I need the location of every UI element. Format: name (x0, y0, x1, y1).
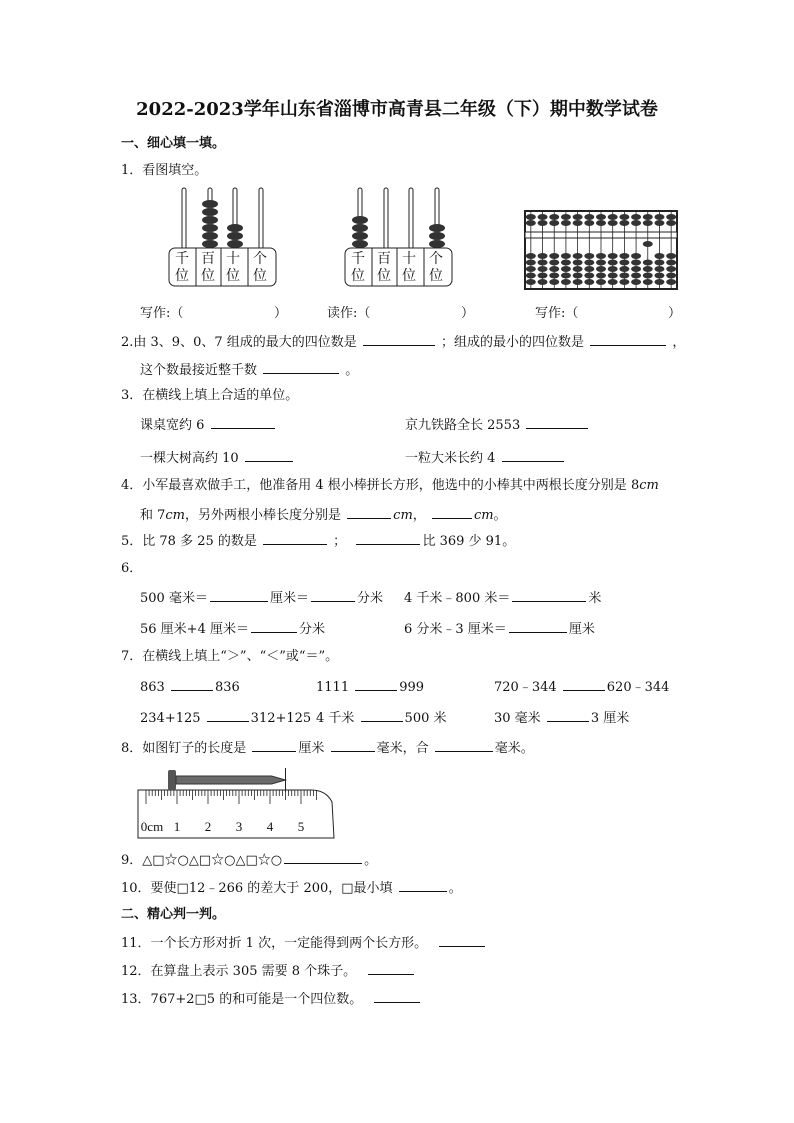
judge-blank[interactable] (374, 990, 420, 1003)
question-11 (121, 934, 487, 952)
answer-blank[interactable] (263, 532, 327, 545)
abacus-bead (631, 273, 641, 279)
unit-cm: cm (639, 478, 659, 493)
abacus-bead (549, 214, 559, 220)
abacus-bead (643, 220, 653, 226)
answer-blank[interactable] (509, 620, 567, 633)
question-3-item-1: 课桌宽约 6 (140, 418, 205, 433)
abacus-bead (654, 253, 664, 259)
compare-blank[interactable] (355, 678, 397, 691)
abacus-bead (608, 260, 618, 266)
answer-blank[interactable] (284, 851, 362, 864)
abacus-bead (584, 273, 594, 279)
compare-left: 234+125 (140, 711, 201, 726)
question-6-stem: 6． (121, 561, 143, 576)
abacus-bead (619, 220, 629, 226)
question-8 (121, 739, 534, 757)
abacus-bead (619, 214, 629, 220)
abacus-bead (608, 273, 618, 279)
abacus-bead (538, 214, 548, 220)
question-12-text: 12．在算盘上表示 305 需要 8 个珠子。 (121, 964, 357, 979)
abacus-bead (608, 279, 618, 285)
abacus-bead (631, 260, 641, 266)
question-5-text-a: 5．比 78 多 25 的数是 (121, 534, 257, 549)
abacus-bead (526, 214, 536, 220)
abacus-bead (526, 253, 536, 259)
ruler-label: 5 (297, 819, 305, 834)
abacus-bead (584, 214, 594, 220)
question-10 (121, 879, 462, 897)
abacus-bead (631, 214, 641, 220)
answer-blank[interactable] (210, 589, 268, 602)
question-8-text-a: 8．如图钉子的长度是 (121, 741, 247, 756)
abacus-bead (596, 260, 606, 266)
question-9-pattern: 9．△□☆○△□☆○△□☆○ (121, 853, 283, 868)
question-3-item-2: 京九铁路全长 2553 (405, 418, 521, 433)
abacus-bead (526, 279, 536, 285)
abacus-bead (573, 214, 583, 220)
answer-blank[interactable] (252, 739, 296, 752)
abacus-bead (596, 214, 606, 220)
conversion-text: 分米 (356, 591, 383, 606)
abacus-bead (643, 241, 653, 247)
question-4-line-2 (140, 506, 507, 524)
question-3-stem: 3．在横线上填上合适的单位。 (121, 388, 299, 403)
question-2-text-a: 2.由 3、9、0、7 组成的最大的四位数是 (121, 335, 357, 350)
abacus-bead (573, 253, 583, 259)
answer-blank[interactable] (211, 416, 275, 429)
abacus-bead (538, 220, 548, 226)
conversion-text: 4 千米﹣800 米＝ (404, 591, 511, 606)
close-paren: ） (461, 306, 475, 321)
abacus-bead (608, 214, 618, 220)
abacus-bead (596, 266, 606, 272)
abacus-bead (526, 260, 536, 266)
conversion-text: 500 毫米＝ (140, 591, 208, 606)
compare-blank[interactable] (547, 709, 589, 722)
answer-blank[interactable] (512, 589, 586, 602)
compare-right: 999 (399, 680, 425, 695)
ruler-label: 2 (204, 819, 212, 834)
abacus-bead (549, 220, 559, 226)
question-7-stem: 7．在横线上填上“＞”、“＜”或“＝”。 (121, 649, 339, 664)
compare-blank[interactable] (563, 678, 605, 691)
question-2-text-d: 这个数最接近整千数 (140, 363, 258, 378)
suanpan-abacus (524, 210, 678, 290)
close-paren: ） (668, 306, 682, 321)
conversion-text: 厘米 (568, 622, 595, 637)
abacus-bead (631, 220, 641, 226)
write-label-2: 写作:（ (535, 306, 579, 321)
compare-right: 836 (214, 680, 240, 695)
question-10-end: 。 (448, 881, 462, 896)
answer-blank[interactable] (263, 361, 339, 374)
question-2-line-1 (121, 333, 685, 351)
abacus-bead (666, 273, 676, 279)
question-8-text-c: 毫米，合 (376, 741, 429, 756)
abacus-bead (596, 220, 606, 226)
ruler-label: 1 (173, 819, 181, 834)
judge-blank[interactable] (439, 934, 485, 947)
abacus-bead (584, 266, 594, 272)
abacus-bead (619, 279, 629, 285)
abacus-bead (654, 220, 664, 226)
abacus-bead (619, 253, 629, 259)
abacus-bead (526, 273, 536, 279)
abacus-bead (538, 260, 548, 266)
abacus-bead (561, 273, 571, 279)
question-12 (121, 962, 416, 980)
abacus-bead (538, 279, 548, 285)
ruler-label: 0cm (140, 819, 164, 834)
abacus-bead (526, 266, 536, 272)
conversion-text: 56 厘米+4 厘米＝ (140, 622, 249, 637)
abacus-bead (654, 266, 664, 272)
abacus-bead (561, 260, 571, 266)
abacus-bead (561, 220, 571, 226)
question-5-text-c: 比 369 少 91。 (422, 534, 516, 549)
close-paren: ） (274, 306, 288, 321)
abacus-bead (526, 220, 536, 226)
question-8-text-d: 毫米。 (494, 741, 534, 756)
question-2-text-b: ；组成的最小的四位数是 (441, 335, 585, 350)
question-4-text-c: ，另外两根小棒长度分别是 (185, 508, 342, 523)
compare-left: 4 千米 (316, 711, 355, 726)
compare-left: 30 毫米 (494, 711, 541, 726)
place-label-wei: 位 (226, 268, 240, 284)
abacus-bead (631, 266, 641, 272)
place-label-wei: 位 (402, 268, 416, 284)
answer-blank[interactable] (399, 879, 447, 892)
abacus-bead (666, 260, 676, 266)
place-label-tens: 十 (226, 251, 240, 267)
abacus-bead (584, 260, 594, 266)
unit-cm: cm (473, 508, 494, 523)
abacus-bead (538, 273, 548, 279)
question-2-text-c: ， (672, 335, 686, 350)
abacus-bead (654, 214, 664, 220)
abacus-bead (654, 279, 664, 285)
abacus-bead (584, 220, 594, 226)
section-heading-1: 一、细心填一填。 (121, 136, 226, 151)
place-label-wei: 位 (201, 268, 215, 284)
compare-blank[interactable] (171, 678, 213, 691)
place-label-wei: 位 (175, 268, 189, 284)
answer-blank[interactable] (347, 506, 391, 519)
question-8-text-b: 厘米 (298, 741, 325, 756)
place-label-tens: 十 (402, 251, 416, 267)
abacus-bead (643, 273, 653, 279)
conversion-text: 分米 (298, 622, 325, 637)
unit-cm: cm (393, 508, 413, 523)
question-3-item-4: 一粒大米长约 4 (405, 451, 496, 466)
conversion-text: 米 (588, 591, 602, 606)
question-4-text-b: 和 7 (140, 508, 166, 523)
abacus-bead (596, 253, 606, 259)
place-label-wei: 位 (253, 268, 267, 284)
answer-blank[interactable] (502, 449, 564, 462)
abacus-bead (666, 220, 676, 226)
answer-blank[interactable] (432, 506, 472, 519)
question-13-text: 13．767+2□5 的和可能是一个四位数。 (121, 992, 363, 1007)
abacus-bead (584, 253, 594, 259)
abacus-bead (666, 253, 676, 259)
question-5-text-b: ； (333, 534, 347, 549)
compare-blank[interactable] (361, 709, 403, 722)
place-label-ones: 个 (429, 251, 443, 267)
read-label: 读作:（ (327, 306, 371, 321)
abacus-bead (549, 279, 559, 285)
abacus-bead (643, 279, 653, 285)
abacus-bead (643, 260, 653, 266)
abacus-bead (549, 273, 559, 279)
compare-right: 3 厘米 (590, 711, 630, 726)
place-label-wei: 位 (429, 268, 443, 284)
answer-blank[interactable] (363, 333, 435, 346)
conversion-text: 6 分米﹣3 厘米＝ (404, 622, 507, 637)
ruler-figure (136, 764, 338, 842)
answer-blank[interactable] (331, 739, 375, 752)
abacus-bead (573, 273, 583, 279)
abacus-bead (549, 260, 559, 266)
compare-blank[interactable] (207, 709, 249, 722)
question-4-text-e: 。 (493, 508, 507, 523)
abacus-bead (631, 279, 641, 285)
page-title: 2022-2023学年山东省淄博市高青县二年级（下）期中数学试卷 (136, 99, 658, 120)
answer-blank[interactable] (435, 739, 493, 752)
compare-right: 312+125 (250, 711, 312, 726)
abacus-bead (666, 214, 676, 220)
question-11-text: 11．一个长方形对折 1 次，一定能得到两个长方形。 (121, 936, 428, 951)
answer-blank[interactable] (356, 532, 420, 545)
place-label-hundreds: 百 (377, 251, 391, 267)
ruler-label: 4 (266, 819, 274, 834)
compare-left: 863 (140, 680, 165, 695)
question-5 (121, 532, 515, 550)
question-2-text-e: 。 (345, 363, 359, 378)
abacus-bead (549, 253, 559, 259)
compare-left: 720﹣344 (494, 680, 557, 695)
question-1-stem: 1．看图填空。 (121, 163, 208, 178)
place-label-thousands: 千 (351, 251, 365, 267)
abacus-bead (538, 266, 548, 272)
unit-cm: cm (165, 508, 186, 523)
judge-blank[interactable] (368, 962, 414, 975)
answer-blank[interactable] (245, 449, 293, 462)
abacus-bead (654, 273, 664, 279)
question-4-line-1 (121, 478, 659, 494)
abacus-bead (654, 260, 664, 266)
abacus-bead (561, 253, 571, 259)
compare-left: 1111 (316, 680, 350, 695)
question-10-text: 10．要使□12﹣266 的差大于 200，□最小填 (121, 881, 393, 896)
place-label-wei: 位 (377, 268, 391, 284)
abacus-bead (608, 220, 618, 226)
place-label-hundreds: 百 (201, 251, 215, 267)
abacus-bead (643, 214, 653, 220)
abacus-bead (561, 214, 571, 220)
abacus-bead (596, 273, 606, 279)
abacus-bead (619, 266, 629, 272)
place-label-thousands: 千 (175, 251, 189, 267)
abacus-bead (561, 266, 571, 272)
abacus-bead (538, 253, 548, 259)
answer-blank[interactable] (590, 333, 666, 346)
abacus-bead (596, 279, 606, 285)
abacus-bead (631, 253, 641, 259)
abacus-bead (573, 220, 583, 226)
ruler-label: 3 (235, 819, 243, 834)
compare-right: 620﹣344 (606, 680, 670, 695)
compare-right: 500 米 (404, 711, 447, 726)
question-3-item-3: 一棵大树高约 10 (140, 451, 239, 466)
abacus-bead (608, 266, 618, 272)
abacus-bead (666, 279, 676, 285)
abacus-bead (666, 266, 676, 272)
abacus-bead (573, 260, 583, 266)
abacus-bead (619, 273, 629, 279)
abacus-bead (573, 266, 583, 272)
abacus-bead (619, 260, 629, 266)
nail (168, 770, 286, 790)
answer-blank[interactable] (311, 589, 355, 602)
answer-blank[interactable] (526, 416, 588, 429)
question-13 (121, 990, 422, 1008)
answer-blank[interactable] (251, 620, 297, 633)
question-4-text-d: ， (412, 508, 426, 523)
section-heading-2: 二、精心判一判。 (121, 907, 226, 922)
abacus-bead (549, 266, 559, 272)
conversion-text: 厘米＝ (269, 591, 309, 606)
abacus-bead (608, 253, 618, 259)
write-label-1: 写作:（ (140, 306, 184, 321)
question-2-line-2 (140, 361, 358, 379)
abacus-bead (643, 266, 653, 272)
place-label-ones: 个 (253, 251, 267, 267)
abacus-bead (584, 279, 594, 285)
abacus-bead (561, 279, 571, 285)
question-9 (121, 851, 377, 869)
question-4-text-a: 4．小军最喜欢做手工，他准备用 4 根小棒拼长方形，他选中的小棒其中两根长度分别是 8 (121, 478, 640, 493)
abacus-bead (573, 279, 583, 285)
place-label-wei: 位 (351, 268, 365, 284)
question-9-end: 。 (364, 853, 378, 868)
